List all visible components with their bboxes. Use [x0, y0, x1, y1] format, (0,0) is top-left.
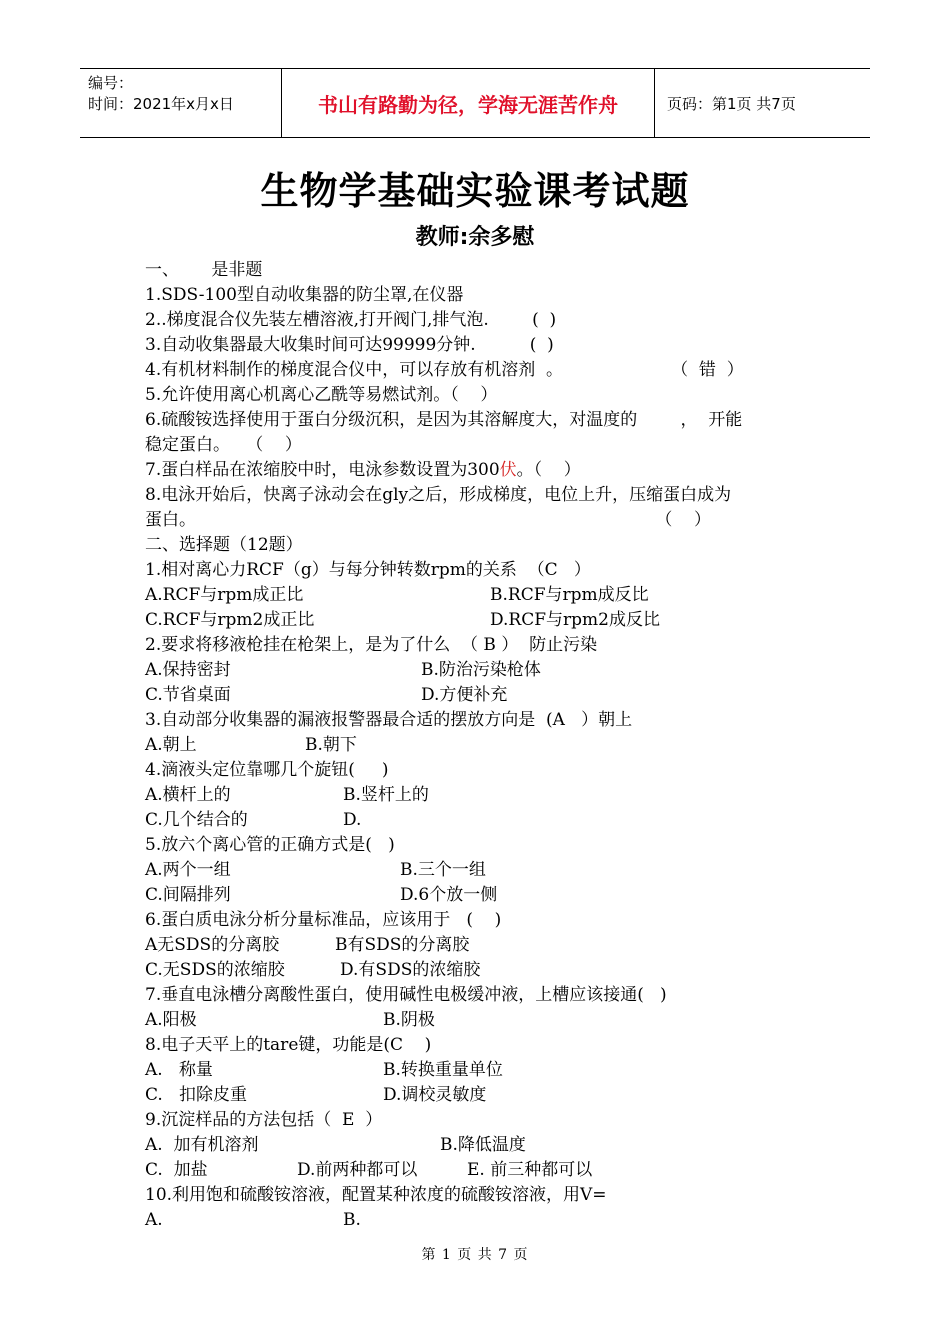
option: D.RCF与rpm2成反比: [490, 610, 660, 630]
option: C.节省桌面: [145, 685, 231, 705]
option: D.调校灵敏度: [383, 1085, 487, 1105]
option: B有SDS的分离胶: [335, 935, 470, 955]
option-row: [145, 783, 815, 808]
question: 5.放六个离心管的正确方式是( ): [145, 835, 395, 855]
page-footer: 第 1 页 共 7 页: [421, 1247, 529, 1263]
question: 6.蛋白质电泳分析分量标准品，应该用于 ( ): [145, 910, 502, 930]
exam-content: [145, 258, 815, 1233]
option-row: [145, 683, 815, 708]
header-motto: 书山有路勤为径，学海无涯苦作舟: [281, 69, 655, 137]
option-row: [145, 883, 815, 908]
question: 6.硫酸铵选择使用于蛋白分级沉积，是因为其溶解度大，对温度的 ， 开能: [145, 410, 743, 430]
question: 2..梯度混合仪先装左槽溶液,打开阀门,排气泡. ( ): [145, 310, 557, 330]
option: B.防治污染枪体: [421, 660, 541, 680]
option-row: [145, 608, 815, 633]
question-continuation: 稳定蛋白。 （ ）: [145, 435, 302, 455]
option: D.前两种都可以: [297, 1160, 418, 1180]
question: 3.自动收集器最大收集时间可达99999分钟. ( ): [145, 335, 554, 355]
option: A.: [145, 1210, 163, 1230]
header-info: [80, 69, 281, 137]
option: D.方便补充: [421, 685, 508, 705]
option-row: [145, 958, 815, 983]
option: A.朝上: [145, 735, 197, 755]
option-row: [145, 933, 815, 958]
option: B.RCF与rpm成反比: [490, 585, 649, 605]
option-row: [145, 1083, 815, 1108]
question: 5.允许使用离心机离心乙酰等易燃试剂。（ ）: [145, 385, 498, 405]
option: A.保持密封: [145, 660, 231, 680]
option: D.有SDS的浓缩胶: [340, 960, 481, 980]
question: 4.有机材料制作的梯度混合仪中，可以存放有机溶剂 。 （ 错 ）: [145, 360, 744, 380]
option: E. 前三种都可以: [467, 1160, 593, 1180]
option: A.RCF与rpm成正比: [145, 585, 304, 605]
option: A.阳极: [145, 1010, 197, 1030]
option: B.朝下: [305, 735, 357, 755]
question: 10.利用饱和硫酸铵溶液，配置某种浓度的硫酸铵溶液，用V=: [145, 1185, 607, 1205]
question: 7.垂直电泳槽分离酸性蛋白，使用碱性电极缓冲液，上槽应该接通( ): [145, 985, 667, 1005]
question: 3.自动部分收集器的漏液报警器最合适的摆放方向是 (A ）朝上: [145, 710, 633, 730]
option-row: [145, 1208, 815, 1233]
option-row: [145, 808, 815, 833]
option: B.: [343, 1210, 361, 1230]
option-row: [145, 1158, 815, 1183]
question: [145, 458, 815, 483]
section-heading: 一、 是非题: [145, 260, 263, 280]
option: A.两个一组: [145, 860, 231, 880]
option: C.几个结合的: [145, 810, 248, 830]
document-title: 生物学基础实验课考试题: [260, 169, 690, 213]
serial-label: 编号：: [88, 74, 134, 92]
option: A无SDS的分离胶: [145, 935, 280, 955]
question-text: 7.蛋白样品在浓缩胶中时，电泳参数设置为300: [145, 460, 500, 480]
option: D.: [343, 810, 362, 830]
highlighted-unit: 伏: [499, 460, 517, 480]
section-heading: 二、选择题（12题）: [145, 535, 303, 555]
question: 8.电子天平上的tare键，功能是(C ): [145, 1035, 432, 1055]
question-text: 。（ ）: [516, 460, 581, 480]
option: C. 加盐: [145, 1160, 208, 1180]
option: B.降低温度: [440, 1135, 526, 1155]
option-row: [145, 733, 815, 758]
option-row: [145, 1058, 815, 1083]
question: 1.SDS-100型自动收集器的防尘罩,在仪器: [145, 285, 464, 305]
option: D.6个放一侧: [400, 885, 498, 905]
option: B.三个一组: [400, 860, 486, 880]
page-header: [80, 68, 870, 138]
date-label: 时间：2021年x月x日: [88, 95, 234, 113]
teacher-name: 教师:余多慰: [415, 225, 535, 250]
header-page-code: 页码：第1页 共7页: [667, 94, 796, 113]
option-row: [145, 583, 815, 608]
option: B.阴极: [383, 1010, 435, 1030]
option-row: [145, 1133, 815, 1158]
option-row: [145, 858, 815, 883]
option: C.无SDS的浓缩胶: [145, 960, 285, 980]
option: A. 加有机溶剂: [145, 1135, 259, 1155]
option: C.间隔排列: [145, 885, 231, 905]
question: 2.要求将移液枪挂在枪架上，是为了什么 （ B ） 防止污染: [145, 635, 598, 655]
question: 4.滴液头定位靠哪几个旋钮( ): [145, 760, 389, 780]
option: A. 称量: [145, 1060, 213, 1080]
question-continuation: 蛋白。 （ ）: [145, 510, 711, 530]
option: B.竖杆上的: [343, 785, 429, 805]
question: 9.沉淀样品的方法包括（ E ）: [145, 1110, 383, 1130]
option-row: [145, 658, 815, 683]
option: C.RCF与rpm2成正比: [145, 610, 315, 630]
option: A.横杆上的: [145, 785, 231, 805]
option: C. 扣除皮重: [145, 1085, 248, 1105]
question: 8.电泳开始后，快离子泳动会在gly之后，形成梯度，电位上升，压缩蛋白成为: [145, 485, 732, 505]
question: 1.相对离心力RCF（g）与每分钟转数rpm的关系 （C ）: [145, 560, 591, 580]
option-row: [145, 1008, 815, 1033]
option: B.转换重量单位: [383, 1060, 503, 1080]
